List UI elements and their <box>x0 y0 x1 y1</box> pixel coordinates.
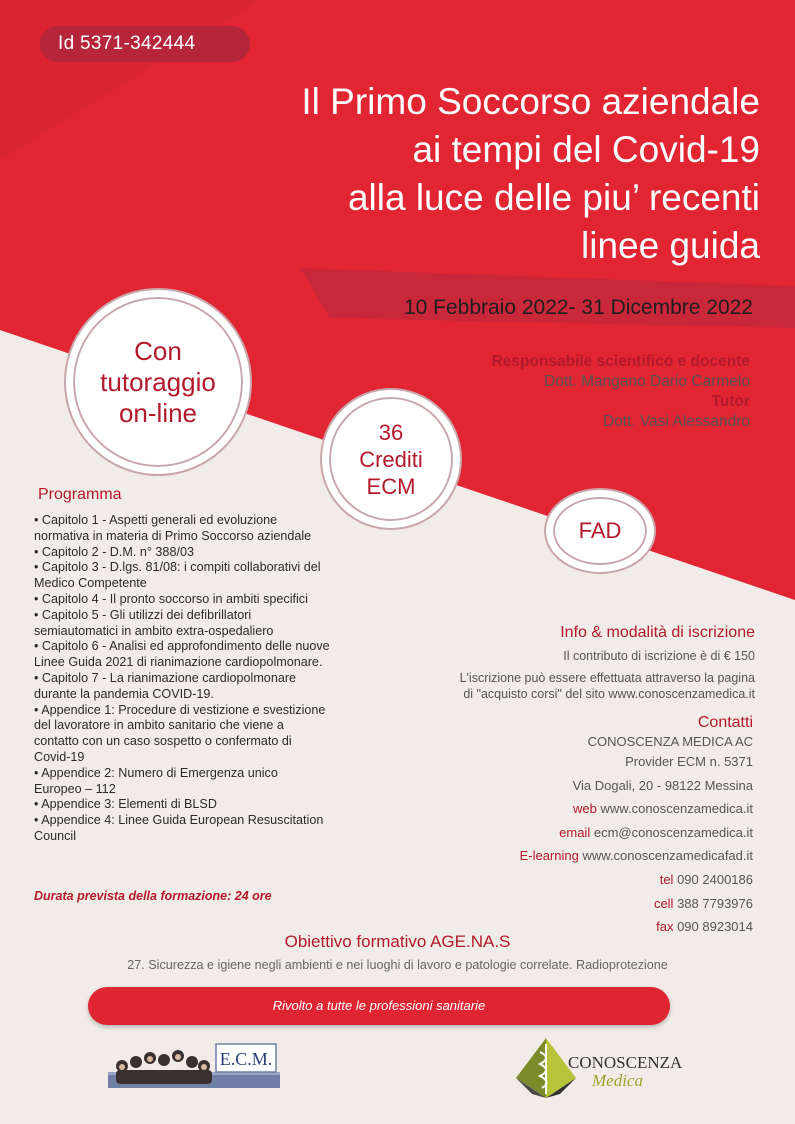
badge-crediti-line-2: Crediti <box>359 446 423 472</box>
email-label: email <box>559 824 591 840</box>
contatti-elearning <box>453 844 753 868</box>
list-item: • Appendice 3: Elementi di BLSD <box>34 797 217 812</box>
list-item: Linee Guida 2021 di rianimazione cardiopolmonare. <box>34 655 323 670</box>
programma-list <box>34 513 379 845</box>
contatti-title: Contatti <box>697 714 753 731</box>
tutor-label: Tutor <box>711 393 750 410</box>
tutor-name: Dott. Vasi Alessandro <box>602 413 750 430</box>
list-item: Europeo – 112 <box>34 781 116 796</box>
badge-crediti-line-1: 36 <box>378 419 404 445</box>
cell-value: 388 7793976 <box>677 895 753 911</box>
elearning-link[interactable]: www.conoscenzamedicafad.it <box>582 848 753 864</box>
course-id-badge: Id 5371-342444 <box>40 26 250 62</box>
durata-text: Durata prevista della formazione: 24 ore <box>34 889 272 903</box>
title-line-2: ai tempi del Covid-19 <box>412 129 760 170</box>
web-link[interactable]: www.conoscenzamedica.it <box>600 801 753 817</box>
title-line-3: alla luce delle piu’ recenti <box>347 177 760 218</box>
email-link[interactable]: ecm@conoscenzamedica.it <box>593 824 753 840</box>
list-item: semiautomatici in ambito extra-ospedaliero <box>34 623 274 638</box>
info-iscrizione-1: L'iscrizione può essere effettuata attraverso la pagina <box>459 671 755 685</box>
list-item: Covid-19 <box>34 749 85 764</box>
info-iscrizione-2: di "acquisto corsi" del sito www.conoscenzamedica.it <box>463 687 755 701</box>
elearning-label: E-learning <box>519 848 579 864</box>
list-item: del lavoratore in ambito sanitario che viene a <box>34 718 284 733</box>
contatti-provider: Provider ECM n. 5371 <box>625 754 753 769</box>
list-item: • Capitolo 7 - La rianimazione cardiopolmonare <box>34 670 297 685</box>
list-item: • Capitolo 4 - Il pronto soccorso in ambiti specifici <box>34 591 308 606</box>
list-item: • Appendice 2: Numero di Emergenza unico <box>34 765 278 780</box>
badge-fad-label: FAD <box>578 518 622 543</box>
badge-tutoraggio <box>66 290 250 474</box>
contatti-cell <box>453 892 753 916</box>
badge-crediti-line-3: ECM <box>366 473 416 499</box>
ecm-logo-text: E.C.M. <box>219 1049 273 1069</box>
badge-tutoraggio-line-3: on-line <box>118 397 198 428</box>
list-item: normativa in materia di Primo Soccorso aziendale <box>34 528 312 543</box>
ecm-logo <box>108 1040 280 1090</box>
tel-label: tel <box>659 871 674 887</box>
contatti-address: Via Dogali, 20 - 98122 Messina <box>572 777 753 793</box>
badge-crediti <box>322 390 460 528</box>
conoscenza-medica-logo <box>512 1034 692 1102</box>
badge-tutoraggio-line-1: Con <box>134 335 182 366</box>
fax-label: fax <box>656 919 674 935</box>
cm-logo-text-2: Medica <box>592 1071 643 1090</box>
cm-logo-text-1: CONOSCENZA <box>568 1053 683 1072</box>
badge-tutoraggio-line-2: tutoraggio <box>100 366 216 397</box>
list-item: • Appendice 4: Linee Guida European Resuscitation <box>34 813 324 828</box>
responsabile-label: Responsabile scientifico e docente <box>491 353 750 370</box>
contatti-org: CONOSCENZA MEDICA AC <box>587 734 753 749</box>
title-line-1: Il Primo Soccorso aziendale <box>301 81 760 122</box>
list-item: Council <box>34 828 76 843</box>
badge-fad <box>546 490 654 572</box>
title-line-4: linee guida <box>581 225 760 266</box>
contatti-web <box>453 797 753 821</box>
list-item: • Appendice 1: Procedure di vestizione e svestizione <box>34 702 326 717</box>
info-block <box>375 624 755 702</box>
course-title <box>160 78 760 270</box>
course-dates: 10 Febbraio 2022- 31 Dicembre 2022 <box>403 296 753 319</box>
obiettivo-title: Obiettivo formativo AGE.NA.S <box>284 932 511 951</box>
contatti-block <box>453 712 753 939</box>
obiettivo-text: 27. Sicurezza e igiene negli ambienti e nei luoghi di lavoro e patologie correlate. Radioprotezione <box>127 958 668 972</box>
responsabile-name: Dott. Mangano Dario Carmelo <box>544 373 750 390</box>
tel-value: 090 2400186 <box>677 871 753 887</box>
list-item: Medico Competente <box>34 576 147 591</box>
info-contributo: Il contributo di iscrizione è di € 150 <box>563 649 755 663</box>
info-title: Info & modalità di iscrizione <box>560 624 755 641</box>
web-label: web <box>573 801 597 817</box>
fax-value: 090 8923014 <box>677 919 753 935</box>
list-item: • Capitolo 6 - Analisi ed approfondimento delle nuove <box>34 639 330 654</box>
list-item: • Capitolo 1 - Aspetti generali ed evoluzione <box>34 513 278 527</box>
contatti-email <box>453 821 753 845</box>
cell-label: cell <box>653 895 674 911</box>
list-item: • Capitolo 3 - D.lgs. 81/08: i compiti collaborativi del <box>34 560 321 575</box>
list-item: • Capitolo 5 - Gli utilizzi dei defibrillatori <box>34 607 252 622</box>
list-item: durante la pandemia COVID-19. <box>34 686 214 701</box>
contatti-tel <box>453 868 753 892</box>
rivolto-banner: Rivolto a tutte le professioni sanitarie <box>88 987 670 1025</box>
responsabile-block <box>492 352 750 432</box>
list-item: • Capitolo 2 - D.M. n° 388/03 <box>34 544 194 559</box>
programma-title: Programma <box>38 486 122 503</box>
list-item: contatto con un caso sospetto o confermato di <box>34 734 292 749</box>
